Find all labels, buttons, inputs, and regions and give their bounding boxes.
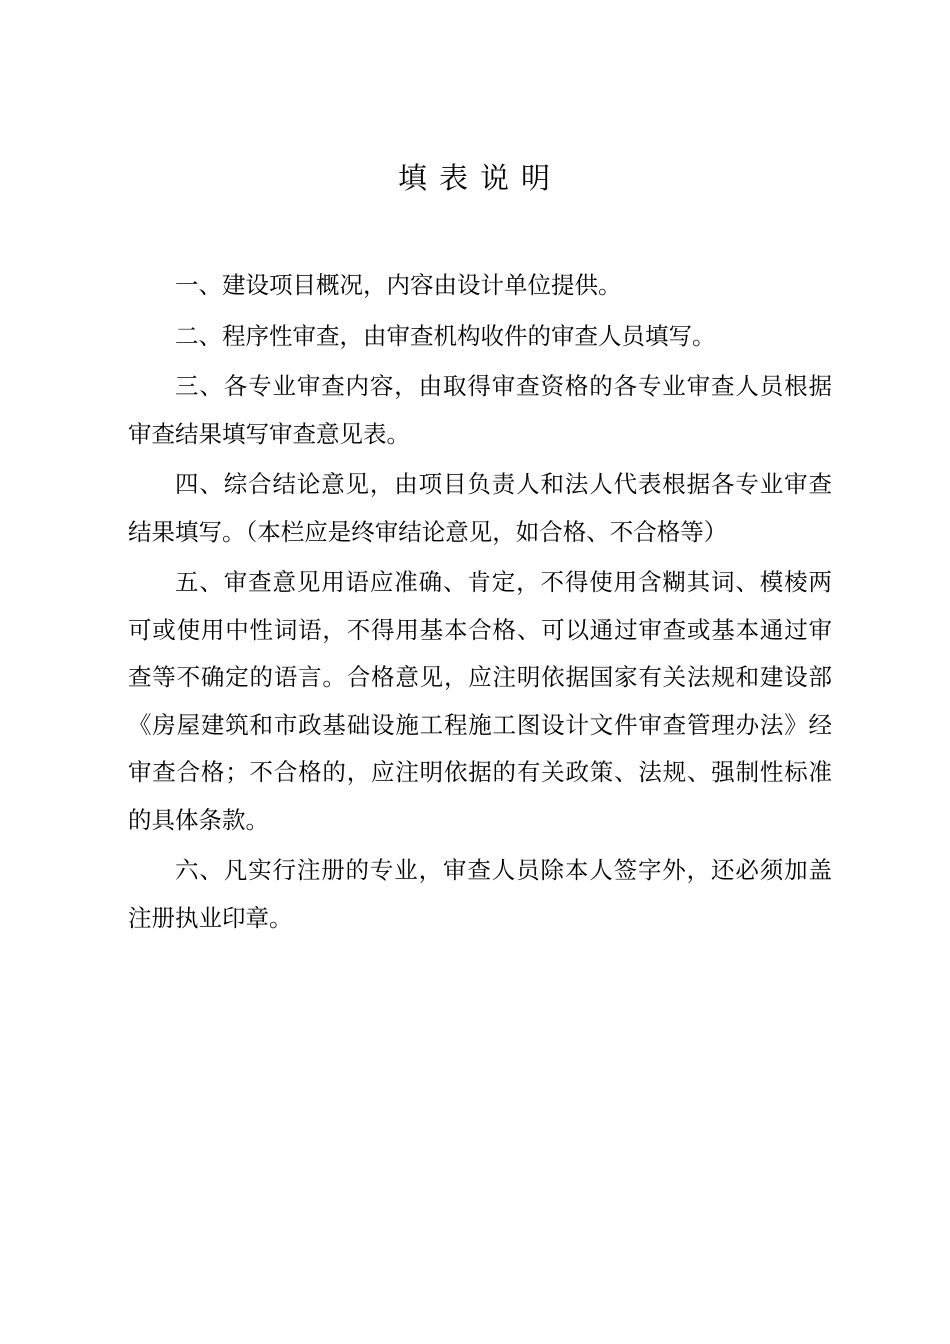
instruction-item-2: 二、程序性审查，由审查机构收件的审查人员填写。 [175, 321, 716, 350]
instruction-item-4: 四、综合结论意见，由项目负责人和法人代表根据各专业审查结果填写。（本栏应是终审结论意见，如合格、不合格等） [128, 470, 832, 546]
instruction-item-1: 一、建设项目概况，内容由设计单位提供。 [175, 271, 622, 299]
instruction-item-5: 五、审查意见用语应准确、肯定，不得使用含糊其词、模棱两可或使用中性词语，不得用基本合格、可以通过审查或基本通过审查等不确定的语言。合格意见，应注明依据国家有关法规和建设部《房屋建筑和市政基础设施工程施工图设计文件审查管理办法》经审查合格；不合格的，应注明依据的有关政策、法规、强制性标准的具体条款。 [128, 568, 832, 834]
instruction-item-3: 三、各专业审查内容，由取得审查资格的各专业审查人员根据审查结果填写审查意见表。 [128, 372, 832, 448]
instructions-body [128, 262, 832, 945]
instruction-item-6: 六、凡实行注册的专业，审查人员除本人签字外，还必须加盖注册执业印章。 [128, 856, 832, 932]
document-title: 填表说明 [397, 161, 562, 195]
